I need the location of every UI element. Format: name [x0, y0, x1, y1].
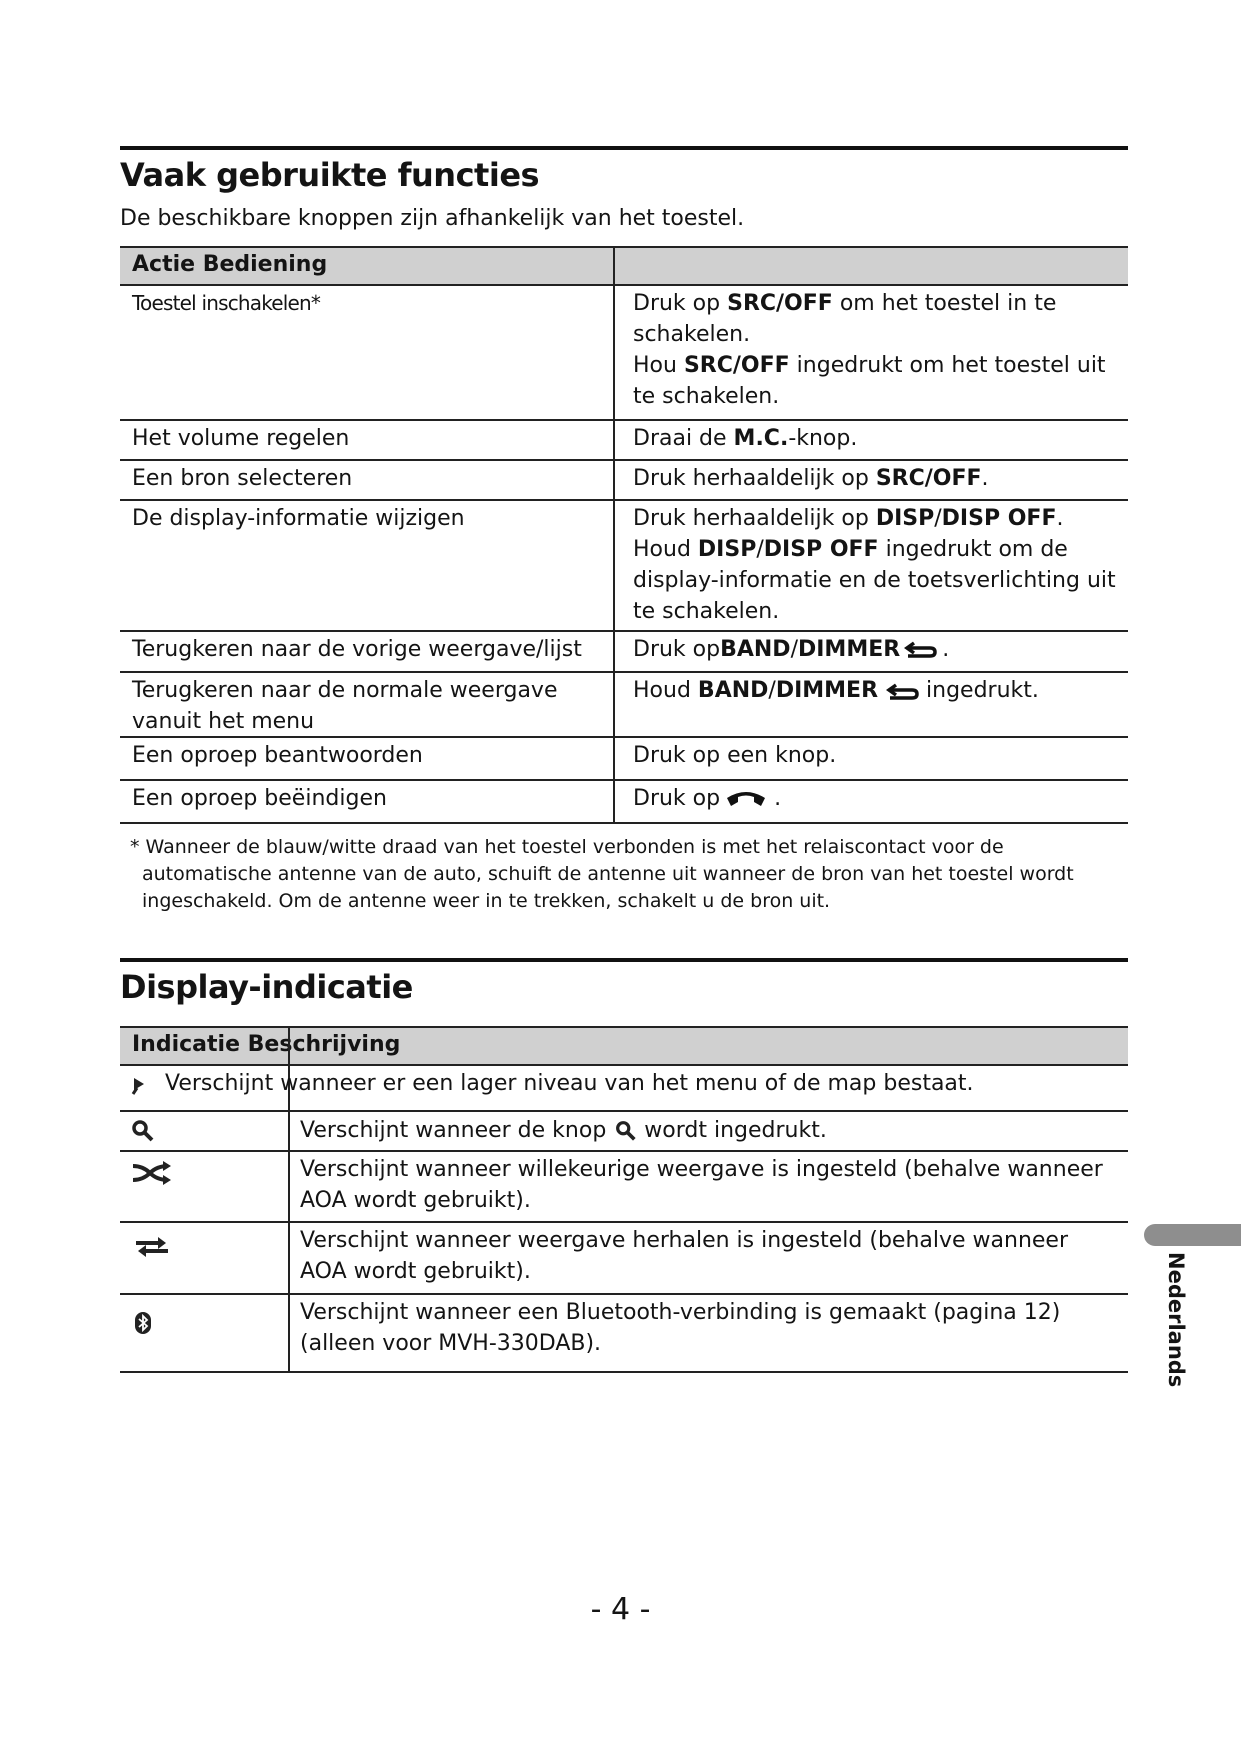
action-cell: Terugkeren naar de vorige weergave/lijst [132, 637, 582, 662]
description-cell: Verschijnt wanneer de knop wordt ingedrukt. [300, 1118, 827, 1143]
operation-cell: Druk herhaaldelijk op DISP/DISP OFF. Houd DISP/DISP OFF ingedrukt om de display-informatie en de toetsverlichting uit te schakelen. [633, 506, 1116, 624]
indicator-cell [130, 1118, 156, 1144]
phone-end-icon [724, 788, 768, 812]
description-cell: Verschijnt wanneer een Bluetooth-verbinding is gemaakt (pagina 12) (alleen voor MVH-330DAB). [300, 1300, 1061, 1356]
indicator-cell [134, 1311, 152, 1335]
search-icon [614, 1119, 638, 1143]
submenu-arrow-icon [130, 1074, 150, 1096]
operation-cell: Druk herhaaldelijk op SRC/OFF. [633, 466, 989, 491]
language-tab [1144, 1224, 1241, 1246]
table-row [120, 781, 1128, 824]
description-cell: Verschijnt wanneer er een lager niveau van het menu of de map bestaat. [165, 1071, 974, 1096]
action-cell: Toestel inschakelen* [132, 291, 321, 315]
table-header [120, 1026, 1128, 1066]
section-display-indication [120, 958, 1128, 1006]
page-number: - 4 - [590, 1592, 651, 1627]
section-title: Display-indicatie [120, 968, 413, 1006]
action-cell: Terugkeren naar de normale weergave vanuit het menu [132, 678, 558, 734]
back-icon [886, 680, 920, 704]
table-row [120, 632, 1128, 673]
search-icon [130, 1118, 156, 1144]
action-cell: Een oproep beantwoorden [132, 743, 423, 768]
table-row [120, 738, 1128, 781]
table-header-text: Actie Bediening [132, 252, 328, 277]
table-row [120, 461, 1128, 501]
functions-table [120, 246, 1128, 824]
indicator-cell [132, 1235, 172, 1259]
indicators-table [120, 1026, 1128, 1373]
table-row [120, 1152, 1128, 1223]
indicator-cell [130, 1074, 150, 1096]
section-rule [120, 958, 1128, 962]
description-cell: Verschijnt wanneer willekeurige weergave is ingesteld (behalve wanneer AOA wordt gebruikt). [300, 1157, 1103, 1213]
section-rule [120, 146, 1128, 150]
table-row [120, 1066, 1128, 1112]
section-frequent-functions [120, 146, 1128, 231]
operation-cell: Druk op een knop. [633, 743, 837, 768]
operation-cell: Druk op SRC/OFF om het toestel in te schakelen. Hou SRC/OFF ingedrukt om het toestel uit te schakelen. [633, 291, 1106, 409]
operation-cell: Houd BAND / DIMMER ingedrukt. [633, 678, 1039, 703]
action-cell: Een bron selecteren [132, 466, 353, 491]
bluetooth-icon [134, 1311, 152, 1335]
indicator-cell [130, 1160, 174, 1186]
repeat-icon [132, 1235, 172, 1259]
operation-cell: Druk op BAND / DIMMER . [633, 637, 950, 662]
table-row [120, 1112, 1128, 1152]
table-row [120, 673, 1128, 738]
action-cell: Het volume regelen [132, 426, 350, 451]
back-icon [904, 640, 938, 660]
shuffle-icon [130, 1160, 174, 1186]
operation-cell: Druk op . [633, 786, 782, 811]
section-intro: De beschikbare knoppen zijn afhankelijk van het toestel. [120, 206, 745, 231]
description-cell: Verschijnt wanneer weergave herhalen is ingesteld (behalve wanneer AOA wordt gebruikt). [300, 1228, 1069, 1284]
table-row [120, 286, 1128, 421]
table-row [120, 501, 1128, 632]
operation-cell: Draai de M.C.-knop. [633, 426, 858, 451]
table-header [120, 246, 1128, 286]
section-title: Vaak gebruikte functies [120, 156, 540, 194]
action-cell: De display-informatie wijzigen [132, 506, 465, 531]
action-cell: Een oproep beëindigen [132, 786, 387, 811]
table-header-text: Indicatie Beschrijving [132, 1032, 401, 1057]
language-label: Nederlands [1164, 1252, 1188, 1388]
table-row [120, 421, 1128, 461]
table-row [120, 1223, 1128, 1295]
footnote: * Wanneer de blauw/witte draad van het toestel verbonden is met het relaiscontact voor de automatische antenne van de auto, schuift de antenne uit wanneer de bron van het toestel wordt ingeschakeld. Om de antenne weer in te trekken, schakelt u de bron uit. [130, 836, 1074, 912]
table-row [120, 1295, 1128, 1373]
